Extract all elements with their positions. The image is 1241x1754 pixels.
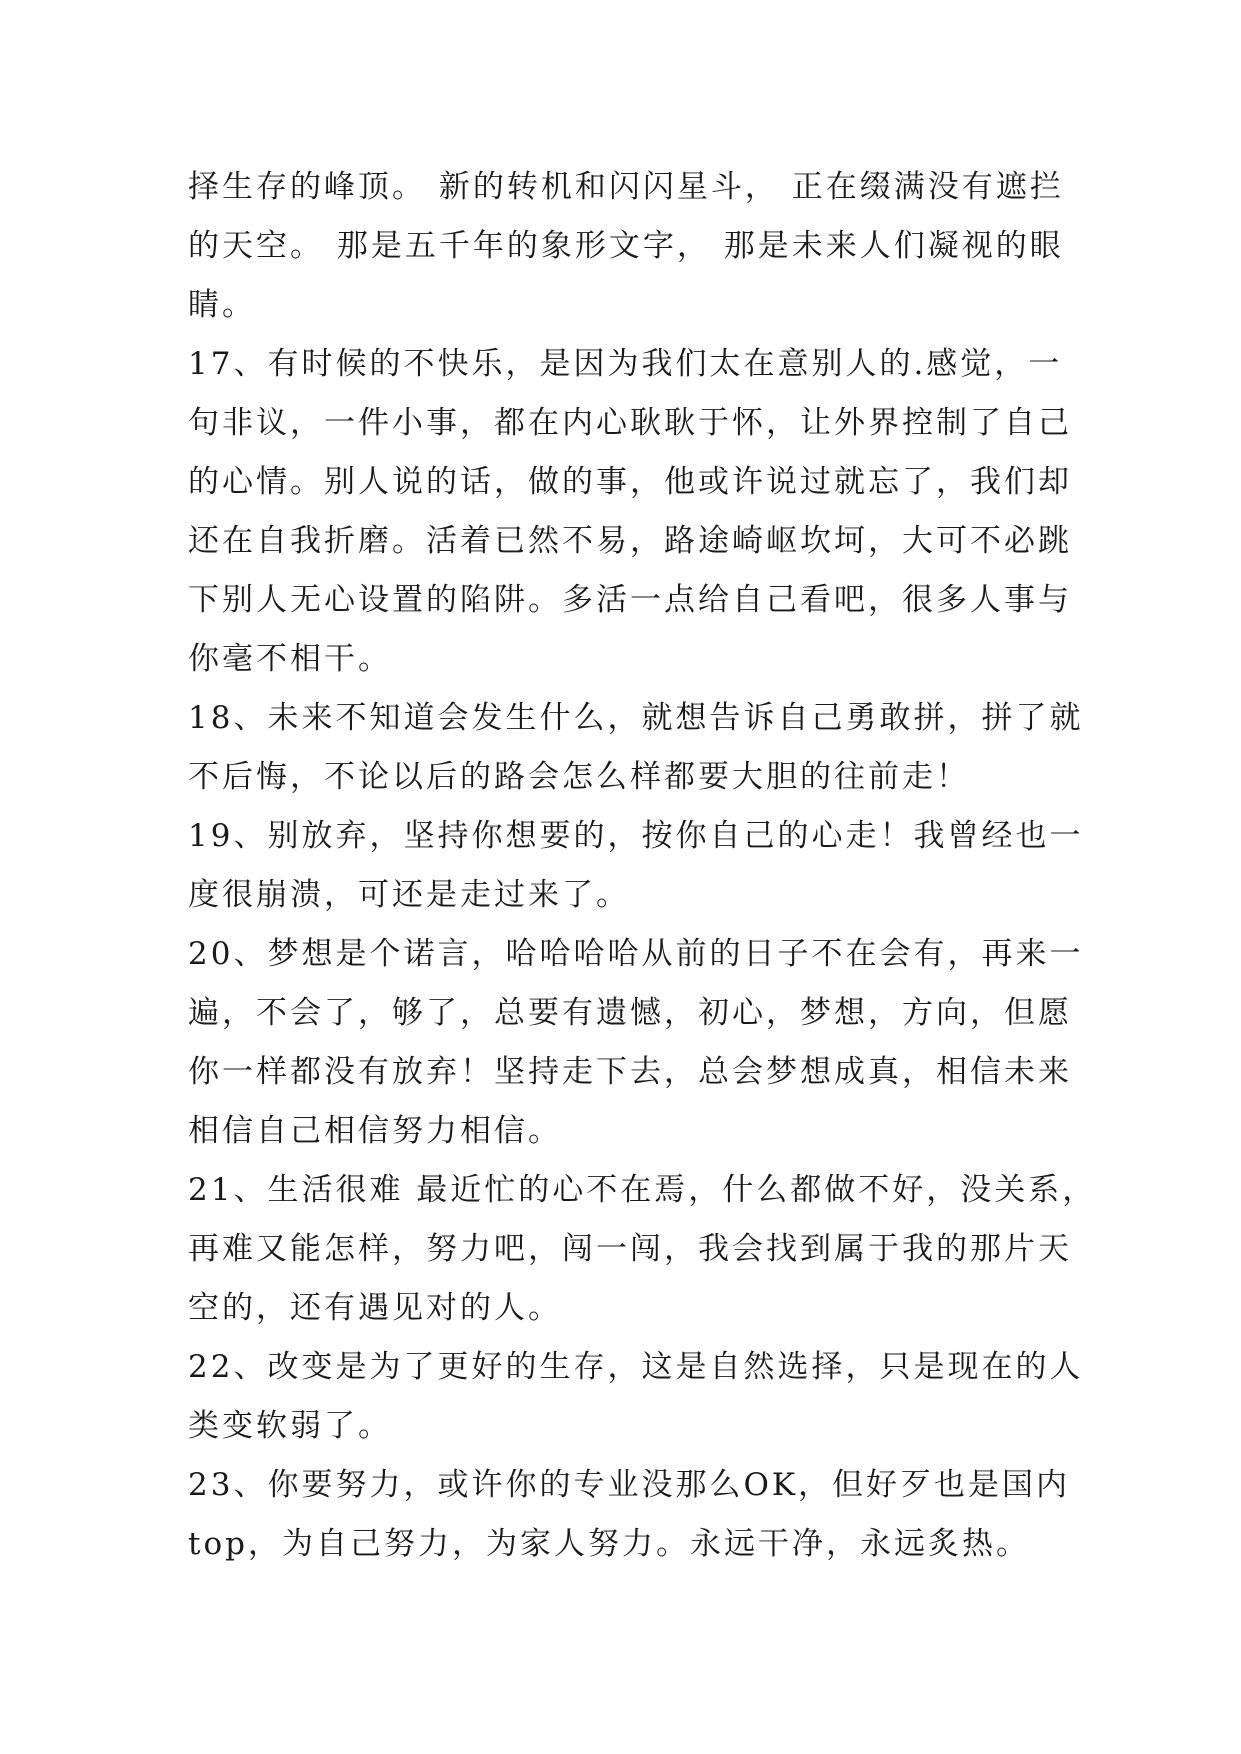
text-line: 23、你要努力，或许你的专业没那么OK，但好歹也是国内	[188, 1467, 1071, 1503]
text-line: 不后悔，不论以后的路会怎么样都要大胆的往前走！	[188, 759, 970, 795]
text-line: 遍，不会了，够了，总要有遗憾，初心，梦想，方向，但愿	[188, 995, 1072, 1031]
text-line: top，为自己努力，为家人努力。永远干净，永远炙热。	[188, 1526, 1030, 1562]
text-line: 19、别放弃，坚持你想要的，按你自己的心走！我曾经也一	[188, 818, 1084, 854]
text-line: 你一样都没有放弃！坚持走下去，总会梦想成真，相信未来	[188, 1054, 1072, 1090]
text-line: 再难又能怎样，努力吧，闯一闯，我会找到属于我的那片天	[188, 1231, 1072, 1267]
text-line: 相信自己相信努力相信。	[188, 1113, 562, 1149]
text-line: 句非议，一件小事，都在内心耿耿于怀，让外界控制了自己	[188, 405, 1072, 441]
text-line: 22、改变是为了更好的生存，这是自然选择，只是现在的人	[188, 1349, 1084, 1385]
text-line: 18、未来不知道会发生什么，就想告诉自己勇敢拼，拼了就	[188, 700, 1084, 736]
text-line: 下别人无心设置的陷阱。多活一点给自己看吧，很多人事与	[188, 582, 1072, 618]
text-line: 你毫不相干。	[188, 641, 392, 677]
text-line: 还在自我折磨。活着已然不易，路途崎岖坎坷，大可不必跳	[188, 523, 1072, 559]
text-line: 度很崩溃，可还是走过来了。	[188, 877, 630, 913]
text-line: 睛。	[188, 287, 256, 323]
text-line: 的心情。别人说的话，做的事，他或许说过就忘了，我们却	[188, 464, 1072, 500]
body-text	[188, 158, 1097, 1574]
text-line: 择生存的峰顶。 新的转机和闪闪星斗， 正在缀满没有遮拦	[188, 169, 1064, 205]
text-line: 20、梦想是个诺言，哈哈哈哈从前的日子不在会有，再来一	[188, 936, 1084, 972]
text-line: 空的，还有遇见对的人。	[188, 1290, 562, 1326]
text-line: 21、生活很难 最近忙的心不在焉，什么都做不好，没关系，	[188, 1172, 1097, 1208]
text-line: 的天空。 那是五千年的象形文字， 那是未来人们凝视的眼	[188, 228, 1064, 264]
text-line: 类变软弱了。	[188, 1408, 392, 1444]
text-line: 17、有时候的不快乐，是因为我们太在意别人的.感觉，一	[188, 346, 1063, 382]
